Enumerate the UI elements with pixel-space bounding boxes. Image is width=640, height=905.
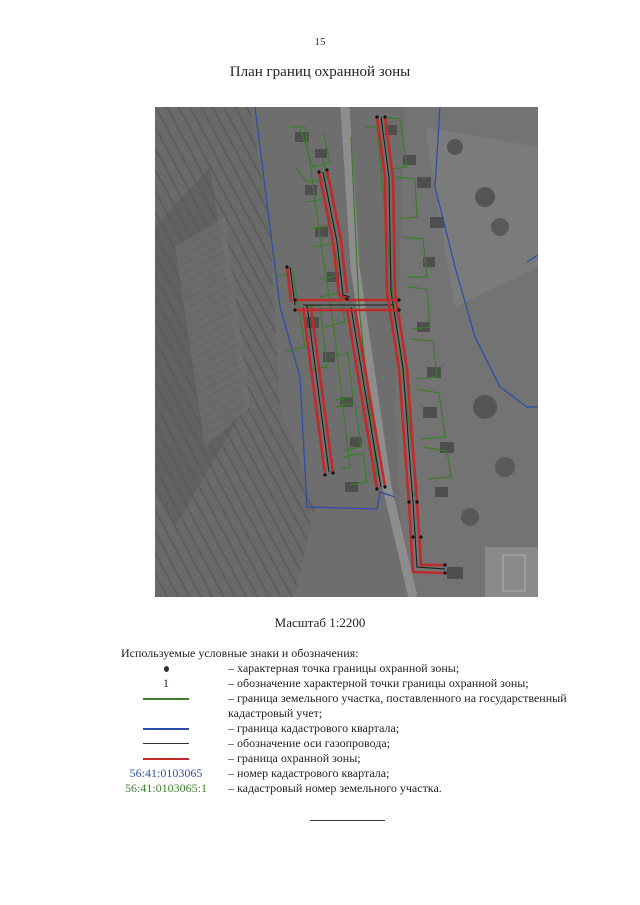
legend-row-quarter [108, 721, 608, 736]
legend-text: – граница земельного участка, поставленного на государственный кадастровый учет; [228, 691, 567, 720]
legend-text: – граница охранной зоны; [228, 751, 361, 765]
legend-row-land-plot [108, 691, 608, 721]
black-line-icon [143, 743, 189, 744]
legend-symbol-quarter [108, 721, 224, 736]
legend-symbol-land-plot [108, 691, 224, 706]
page-title: План границ охранной зоны [229, 64, 411, 80]
legend-text: – граница кадастрового квартала; [228, 721, 400, 735]
legend-symbol-quarter-number [108, 766, 224, 781]
legend-row-quarter-number [108, 766, 608, 781]
map-scale: Масштаб 1:2200 [274, 615, 366, 630]
legend-heading: Используемые условные знаки и обозначения: [121, 646, 359, 660]
legend-text: – характерная точка границы охранной зоны; [228, 661, 460, 675]
quarter-number-sample: 56:41:0103065 [129, 766, 203, 780]
point-dot-icon [164, 666, 169, 672]
plot-number-sample: 56:41:0103065:1 [124, 781, 207, 795]
point-number-sample: 1 [163, 676, 169, 690]
legend-text: – номер кадастрового квартала; [228, 766, 390, 780]
legend-symbol-pipeline [108, 736, 224, 751]
legend-text: – обозначение оси газопровода; [228, 736, 391, 750]
legend-row-point-label [108, 676, 608, 691]
legend-text: – кадастровый номер земельного участка. [228, 781, 442, 795]
legend-symbol-point [108, 661, 224, 676]
legend-symbol-point-label [108, 676, 224, 691]
satellite-map [155, 107, 538, 597]
legend [108, 661, 608, 796]
page-number: 15 [314, 36, 326, 48]
blue-line-icon [143, 728, 189, 730]
legend-row-plot-number [108, 781, 608, 796]
red-line-icon [143, 758, 189, 760]
footer-rule [310, 820, 385, 821]
legend-row-pipeline [108, 736, 608, 751]
legend-row-point [108, 661, 608, 676]
legend-symbol-plot-number [108, 781, 224, 796]
legend-symbol-zone [108, 751, 224, 766]
map-canvas [155, 107, 538, 597]
legend-text: – обозначение характерной точки границы охранной зоны; [228, 676, 529, 690]
green-line-icon [143, 698, 189, 700]
legend-row-zone [108, 751, 608, 766]
